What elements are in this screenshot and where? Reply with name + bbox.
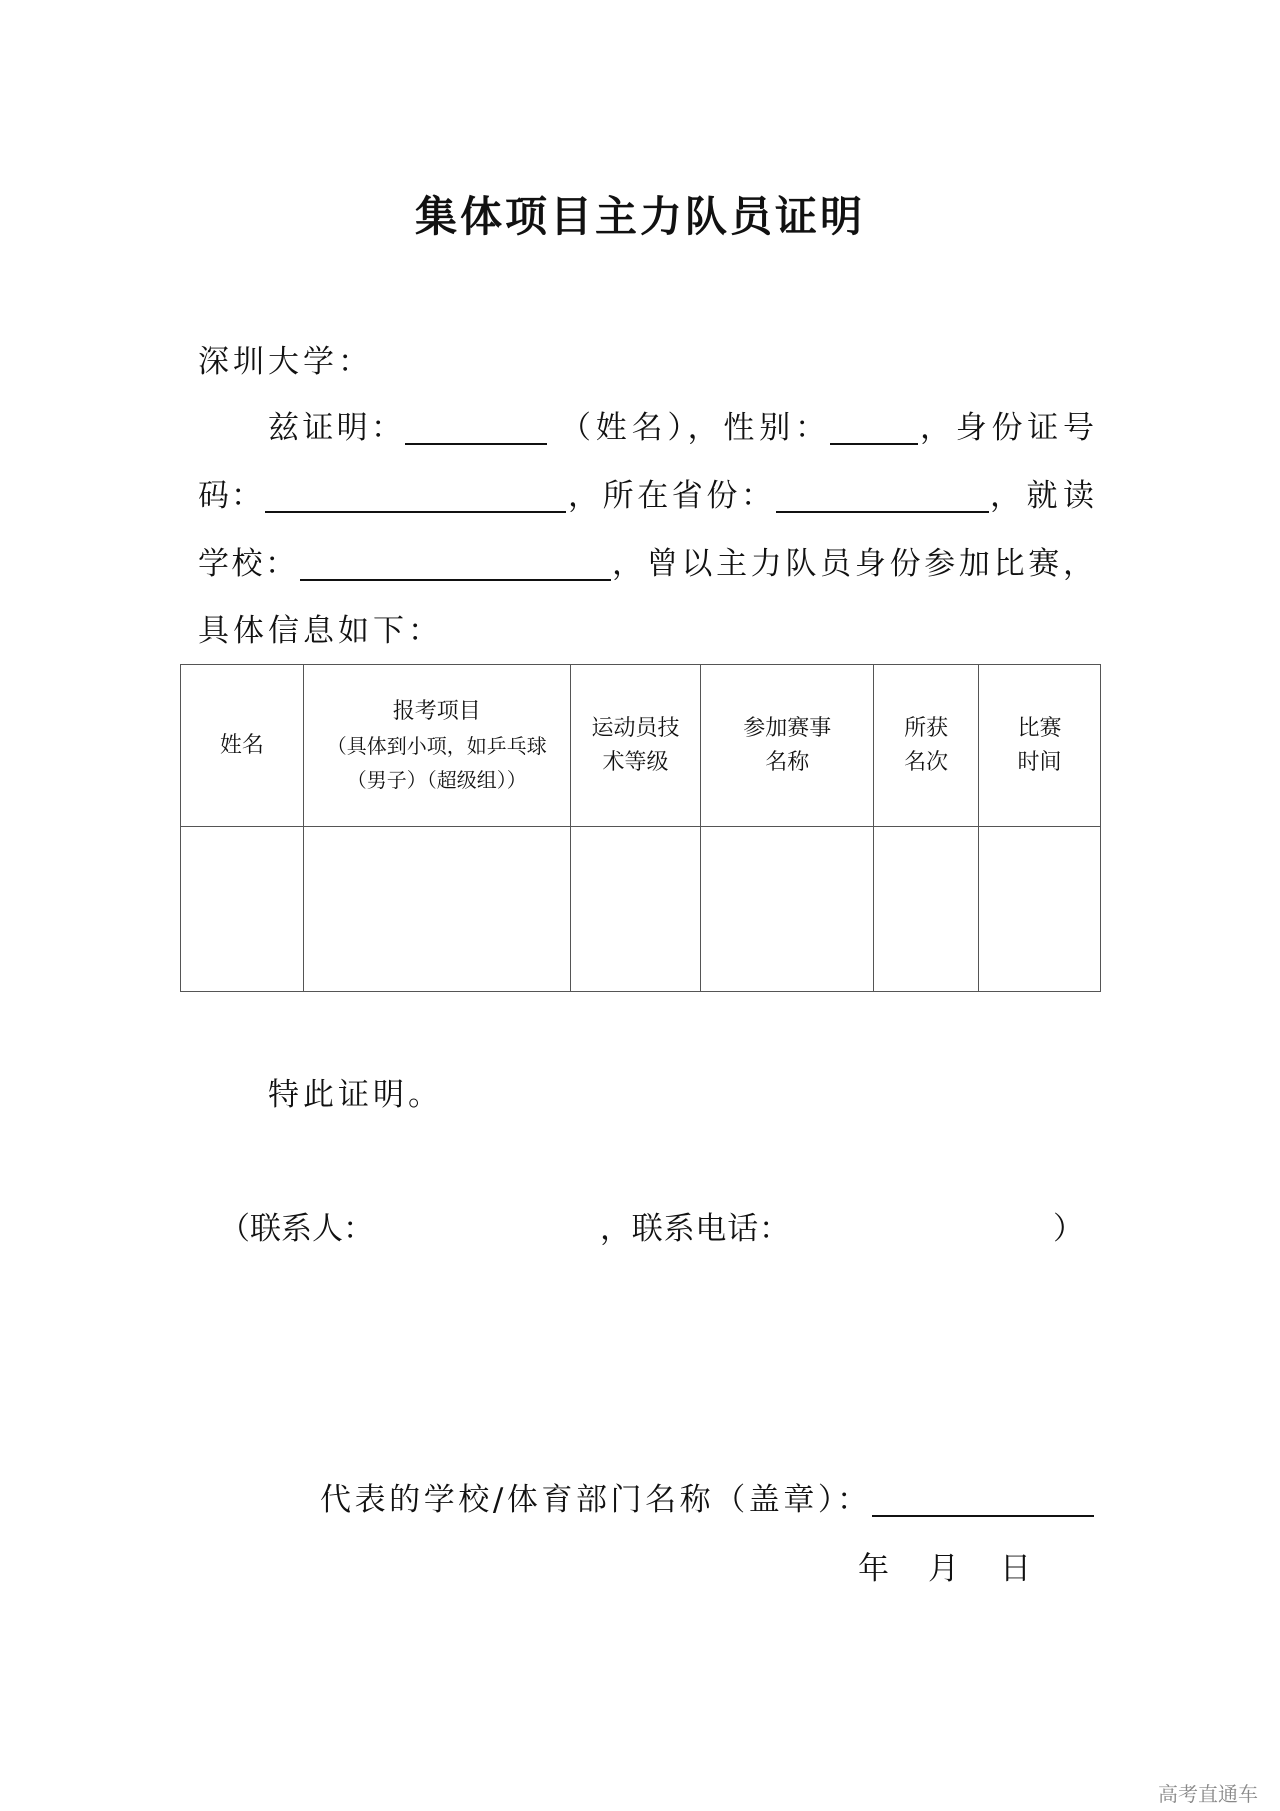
contact-close-paren: ） xyxy=(1053,1211,1084,1247)
table-row xyxy=(181,827,1101,992)
header-ranking: 所获 名次 xyxy=(874,665,979,827)
province-blank[interactable] xyxy=(776,511,989,513)
line3-text-b: ，所在省份： xyxy=(568,478,772,514)
date-year: 年 xyxy=(858,1551,889,1587)
cell-event[interactable] xyxy=(303,827,570,992)
header-competition-time: 比赛 时间 xyxy=(979,665,1101,827)
line3-text-c: ，就读 xyxy=(990,478,1094,514)
table-header-row xyxy=(181,665,1101,827)
signature-label: 代表的学校/体育部门名称（盖章）： xyxy=(320,1482,868,1518)
line4-text-a: 学校： xyxy=(198,546,296,582)
stamp-blank[interactable] xyxy=(872,1515,1094,1517)
id-number-blank[interactable] xyxy=(265,511,566,513)
header-name: 姓名 xyxy=(181,665,304,827)
date-month: 月 xyxy=(928,1551,959,1587)
gender-blank[interactable] xyxy=(830,443,918,445)
line5-text: 具体信息如下： xyxy=(198,613,443,649)
line3-text-a: 码： xyxy=(198,478,262,514)
header-athlete-level: 运动员技 术等级 xyxy=(570,665,701,827)
date-day: 日 xyxy=(1000,1551,1031,1587)
cell-competition-time[interactable] xyxy=(979,827,1101,992)
line2-text-b: （姓名），性别： xyxy=(560,410,826,446)
contact-person-label: （联系人： xyxy=(219,1211,374,1247)
line2-text-a: 兹证明： xyxy=(268,410,402,446)
header-competition-name: 参加赛事 名称 xyxy=(701,665,874,827)
salutation: 深圳大学： xyxy=(198,344,373,380)
cell-athlete-level[interactable] xyxy=(570,827,701,992)
competition-info-table xyxy=(180,664,1101,992)
cell-name[interactable] xyxy=(181,827,304,992)
line2-text-c: ，身份证号 xyxy=(920,410,1094,446)
page-title: 集体项目主力队员证明 xyxy=(414,192,865,241)
watermark: 高考直通车 xyxy=(1158,1782,1258,1806)
cell-competition-name[interactable] xyxy=(701,827,874,992)
name-blank[interactable] xyxy=(405,443,547,445)
header-event: 报考项目 （具体到小项，如乒乓球 （男子）（超级组）） xyxy=(303,665,570,827)
contact-phone-label: ，联系电话： xyxy=(600,1211,790,1247)
school-blank[interactable] xyxy=(300,579,611,581)
closing-text: 特此证明。 xyxy=(268,1077,443,1113)
line4-text-b: ，曾以主力队员身份参加比赛， xyxy=(612,546,1094,582)
cell-ranking[interactable] xyxy=(874,827,979,992)
